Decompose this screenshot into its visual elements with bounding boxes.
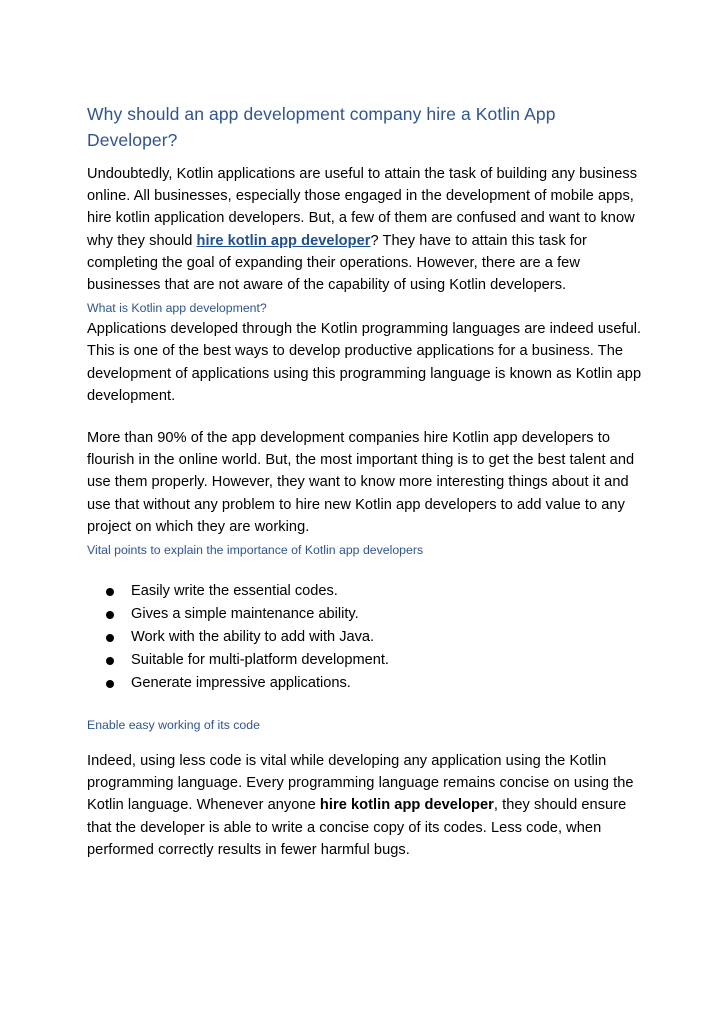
page-title: Why should an app development company hire a Kotlin App Developer? bbox=[87, 104, 556, 150]
section1-paragraph2: More than 90% of the app development companies hire Kotlin app developers to flourish in the online world. But, the most important thing is to get the best talent and use them properly. However, they want to know more interesting things about it and use that without any problem to hire new Kotlin app developers to add value to any project on which they are working. bbox=[87, 430, 635, 535]
list-item-text: Gives a simple maintenance ability. bbox=[131, 606, 359, 623]
section3-text-part2: , they should ensure that the developer is able to write a concise copy of its codes. Less code, when performed correctly results in fewer harmful bugs. bbox=[87, 797, 627, 858]
section-heading-what-is-kotlin: What is Kotlin app development? bbox=[87, 301, 267, 316]
bullet-icon bbox=[106, 611, 114, 619]
bullet-icon bbox=[106, 657, 114, 665]
list-item bbox=[87, 626, 642, 649]
document-page bbox=[87, 101, 642, 861]
section3-paragraph bbox=[87, 750, 642, 861]
intro-text-part1: Undoubtedly, Kotlin applications are useful to attain the task of building any business online. All businesses, especially those engaged in the development of mobile apps, hire kotlin application developers. But, a few of them are confused and want to know why they should bbox=[87, 166, 638, 249]
list-item bbox=[87, 580, 642, 603]
intro-text-part2: ? They have to attain this task for completing the goal of expanding their operations. However, there are a few businesses that are not aware of the capability of using Kotlin developers. bbox=[87, 232, 587, 294]
list-item-text: Easily write the essential codes. bbox=[131, 583, 338, 600]
section3-bold-phrase: hire kotlin app developer bbox=[319, 797, 494, 814]
list-item bbox=[87, 649, 642, 672]
intro-paragraph bbox=[87, 163, 642, 296]
list-item-text: Work with the ability to add with Java. bbox=[131, 629, 375, 646]
bullet-icon bbox=[106, 634, 114, 642]
section-heading-vital-points: Vital points to explain the importance of Kotlin app developers bbox=[87, 543, 424, 558]
bullet-list bbox=[87, 580, 642, 695]
list-item bbox=[87, 603, 642, 626]
list-item bbox=[87, 672, 642, 695]
section3-text-part1: Indeed, using less code is vital while developing any application using the Kotlin programming language. Every programming language remains concise on using the Kotlin language. Whenever anyone bbox=[87, 753, 634, 814]
section1-paragraph1: Applications developed through the Kotlin programming languages are indeed useful. This is one of the best ways to develop productive applications for a business. The development of applications using this programming language is known as Kotlin app development. bbox=[87, 321, 642, 404]
list-item-text: Generate impressive applications. bbox=[131, 675, 351, 692]
bullet-icon bbox=[106, 588, 114, 596]
bullet-icon bbox=[106, 680, 114, 688]
section-heading-easy-working: Enable easy working of its code bbox=[87, 718, 260, 733]
list-item-text: Suitable for multi-platform development. bbox=[131, 652, 389, 669]
hire-kotlin-link[interactable]: hire kotlin app developer bbox=[196, 232, 371, 249]
paragraph-spacer bbox=[87, 407, 642, 427]
